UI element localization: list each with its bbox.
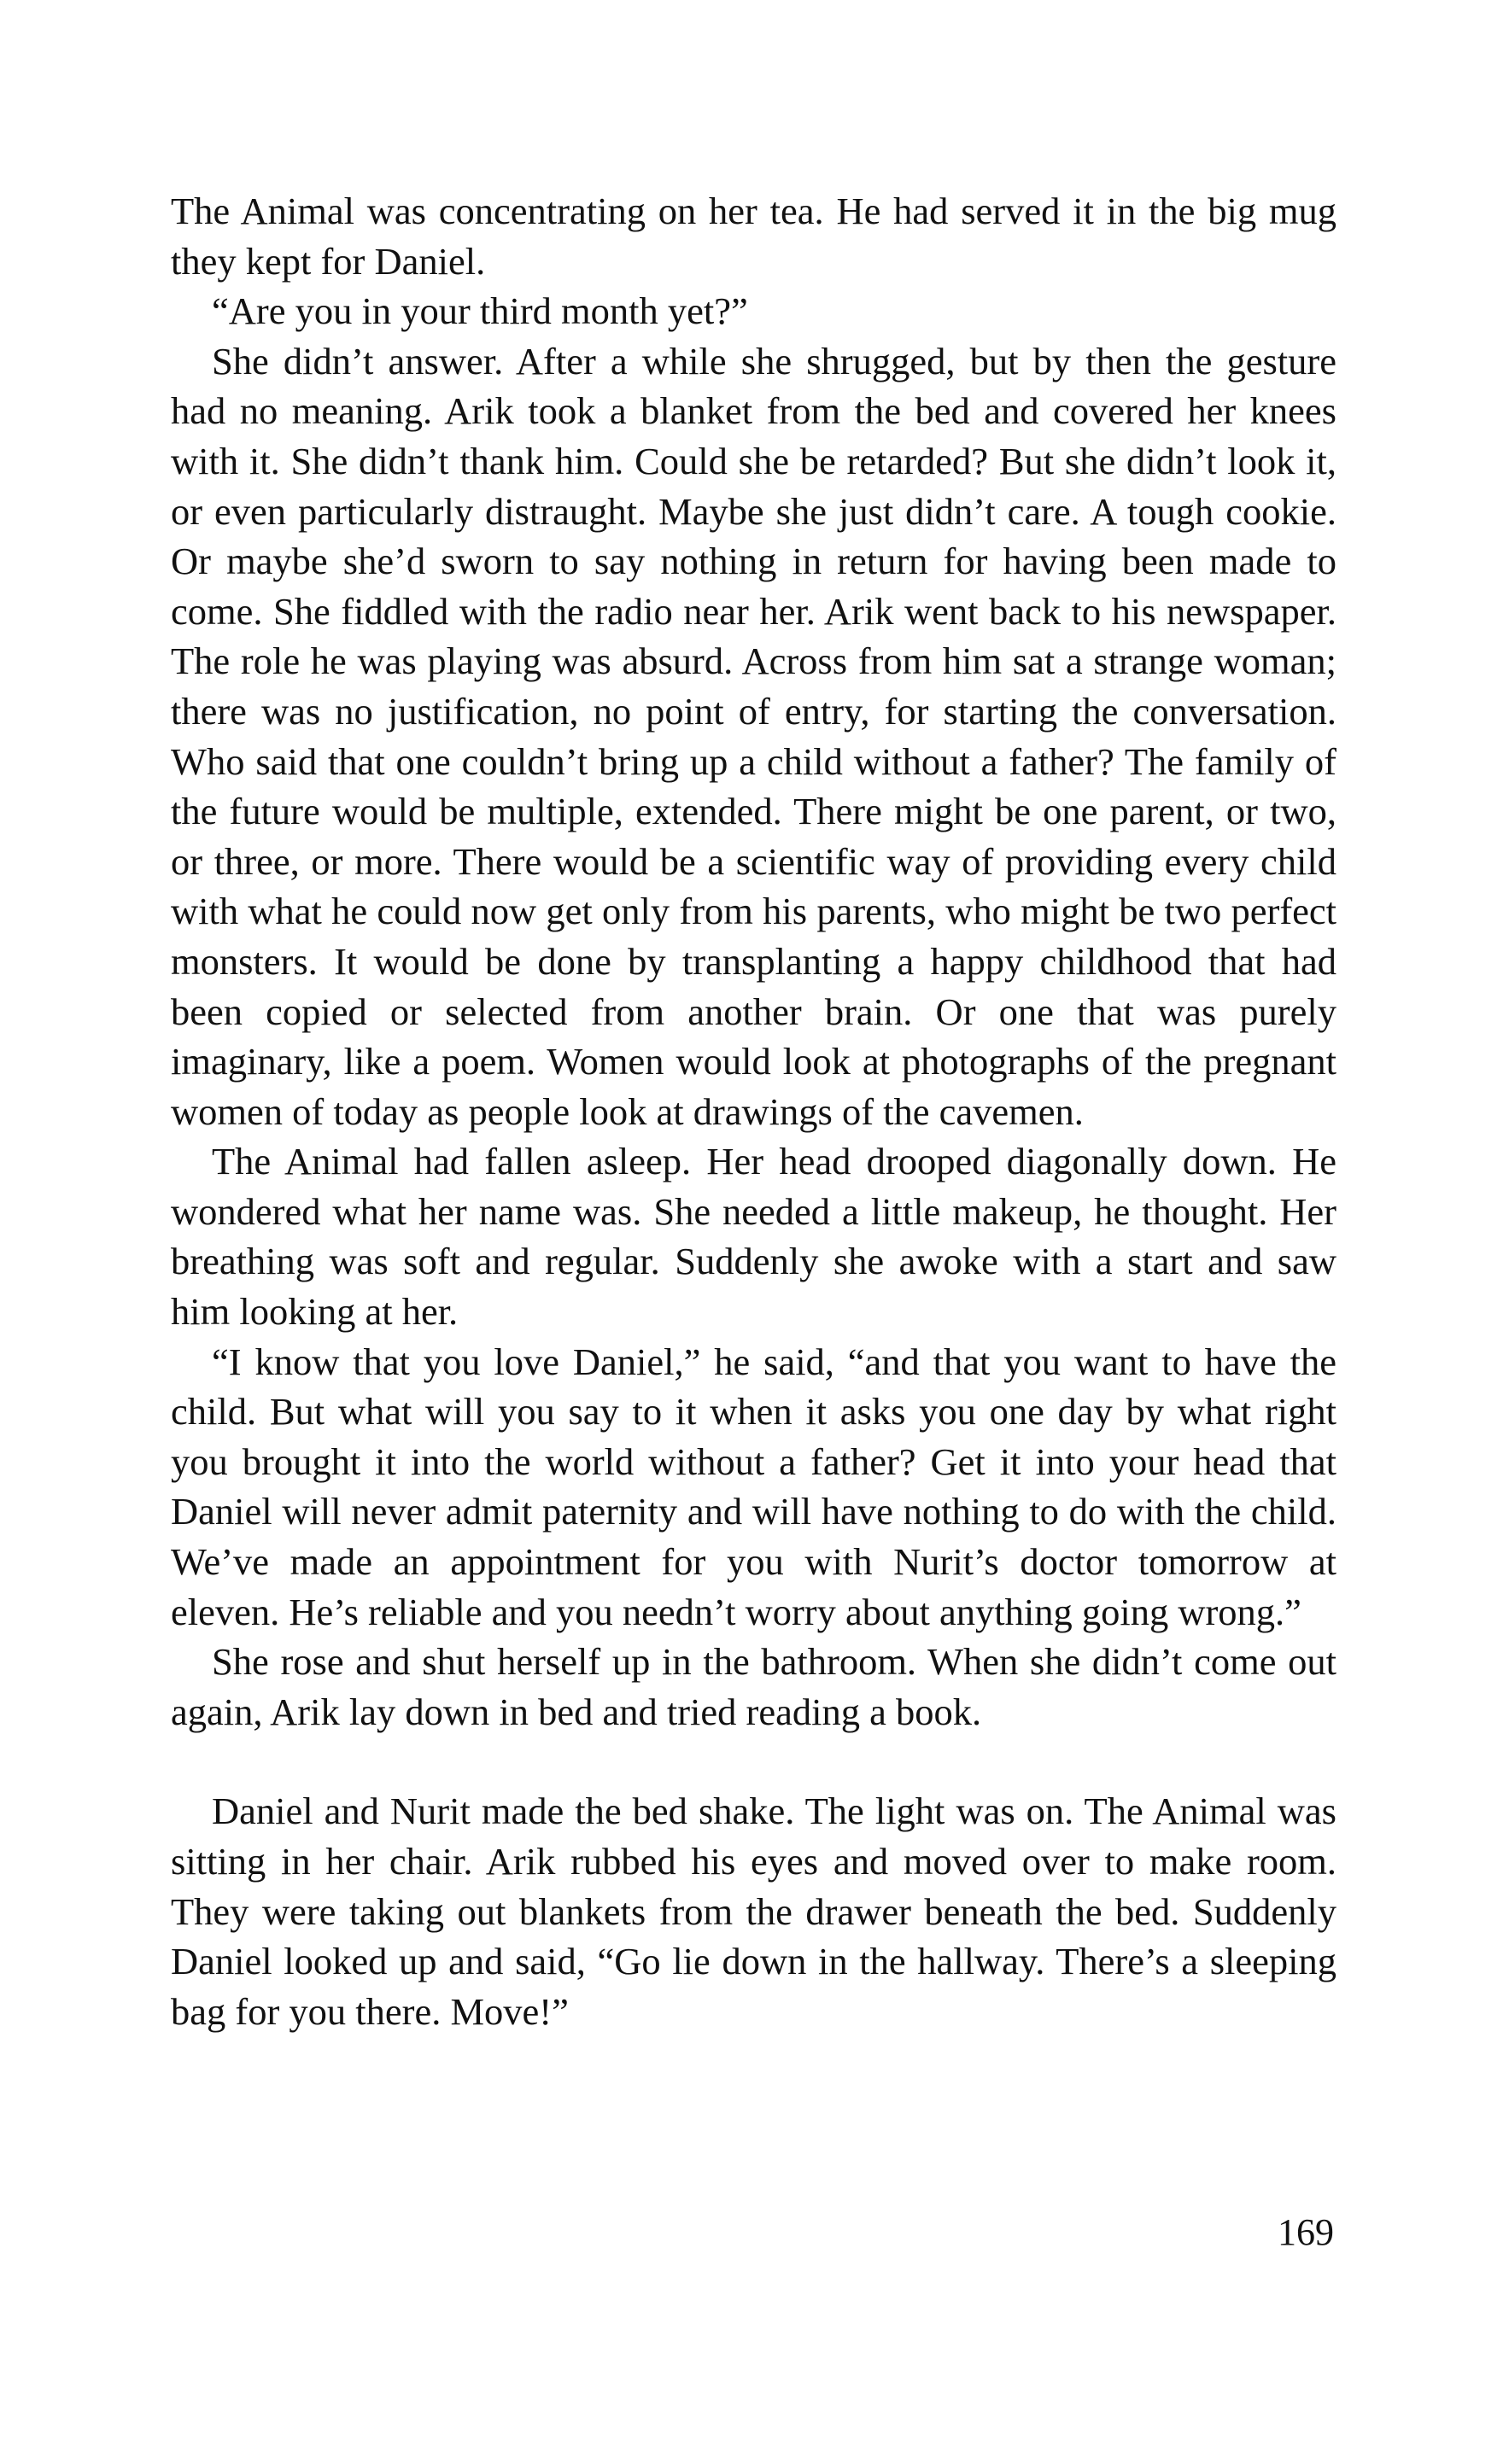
body-text <box>171 186 1336 2036</box>
section-break <box>171 1737 1336 1786</box>
paragraph: She didn’t answer. After a while she shrugged, but by then the gesture had no meaning. Arik took a blanket from the bed and covered her knees with it. She didn’t thank him. Could she be retarded? But she didn’t look it, or even particularly distraught. Maybe she just didn’t care. A tough cookie. Or maybe she’d sworn to say nothing in return for having been made to come. She fiddled with the radio near her. Arik went back to his newspaper. The role he was playing was absurd. Across from him sat a strange woman; there was no justification, no point of entry, for starting the conversation. Who said that one couldn’t bring up a child without a father? The family of the future would be multiple, extended. There might be one parent, or two, or three, or more. There would be a scientific way of providing every child with what he could now get only from his parents, who might be two perfect monsters. It would be done by transplanting a happy childhood that had been copied or selected from another brain. Or one that was purely imaginary, like a poem. Women would look at photographs of the pregnant women of today as people look at drawings of the cavemen. <box>171 339 1336 1133</box>
paragraph: “I know that you love Daniel,” he said, “and that you want to have the child. But what will you say to it when it asks you one day by what right you brought it into the world without a father? Get it into your head that Daniel will never admit paternity and will have nothing to do with the child. We’ve made an appointment for you with Nurit’s doctor tomorrow at eleven. He’s reliable and you needn’t worry about anything going wrong.” <box>171 1340 1336 1633</box>
paragraph: The Animal had fallen asleep. Her head drooped diagonally down. He wondered what her name was. She needed a little makeup, he thought. Her breathing was soft and regular. Suddenly she awoke with a start and saw him looking at her. <box>171 1140 1336 1334</box>
paragraph: The Animal was concentrating on her tea. He had served it in the big mug they kept for Daniel. <box>171 190 1336 283</box>
paragraph: “Are you in your third month yet?” <box>212 289 748 333</box>
paragraph: She rose and shut herself up in the bathroom. When she didn’t come out again, Arik lay down in bed and tried reading a book. <box>171 1640 1336 1733</box>
paragraph: Daniel and Nurit made the bed shake. The light was on. The Animal was sitting in her chair. Arik rubbed his eyes and moved over to make room. They were taking out blankets from the drawer beneath the bed. Suddenly Daniel looked up and said, “Go lie down in the hallway. There’s a sleeping bag for you there. Move!” <box>171 1790 1336 2033</box>
page-number: 169 <box>1278 2211 1334 2253</box>
